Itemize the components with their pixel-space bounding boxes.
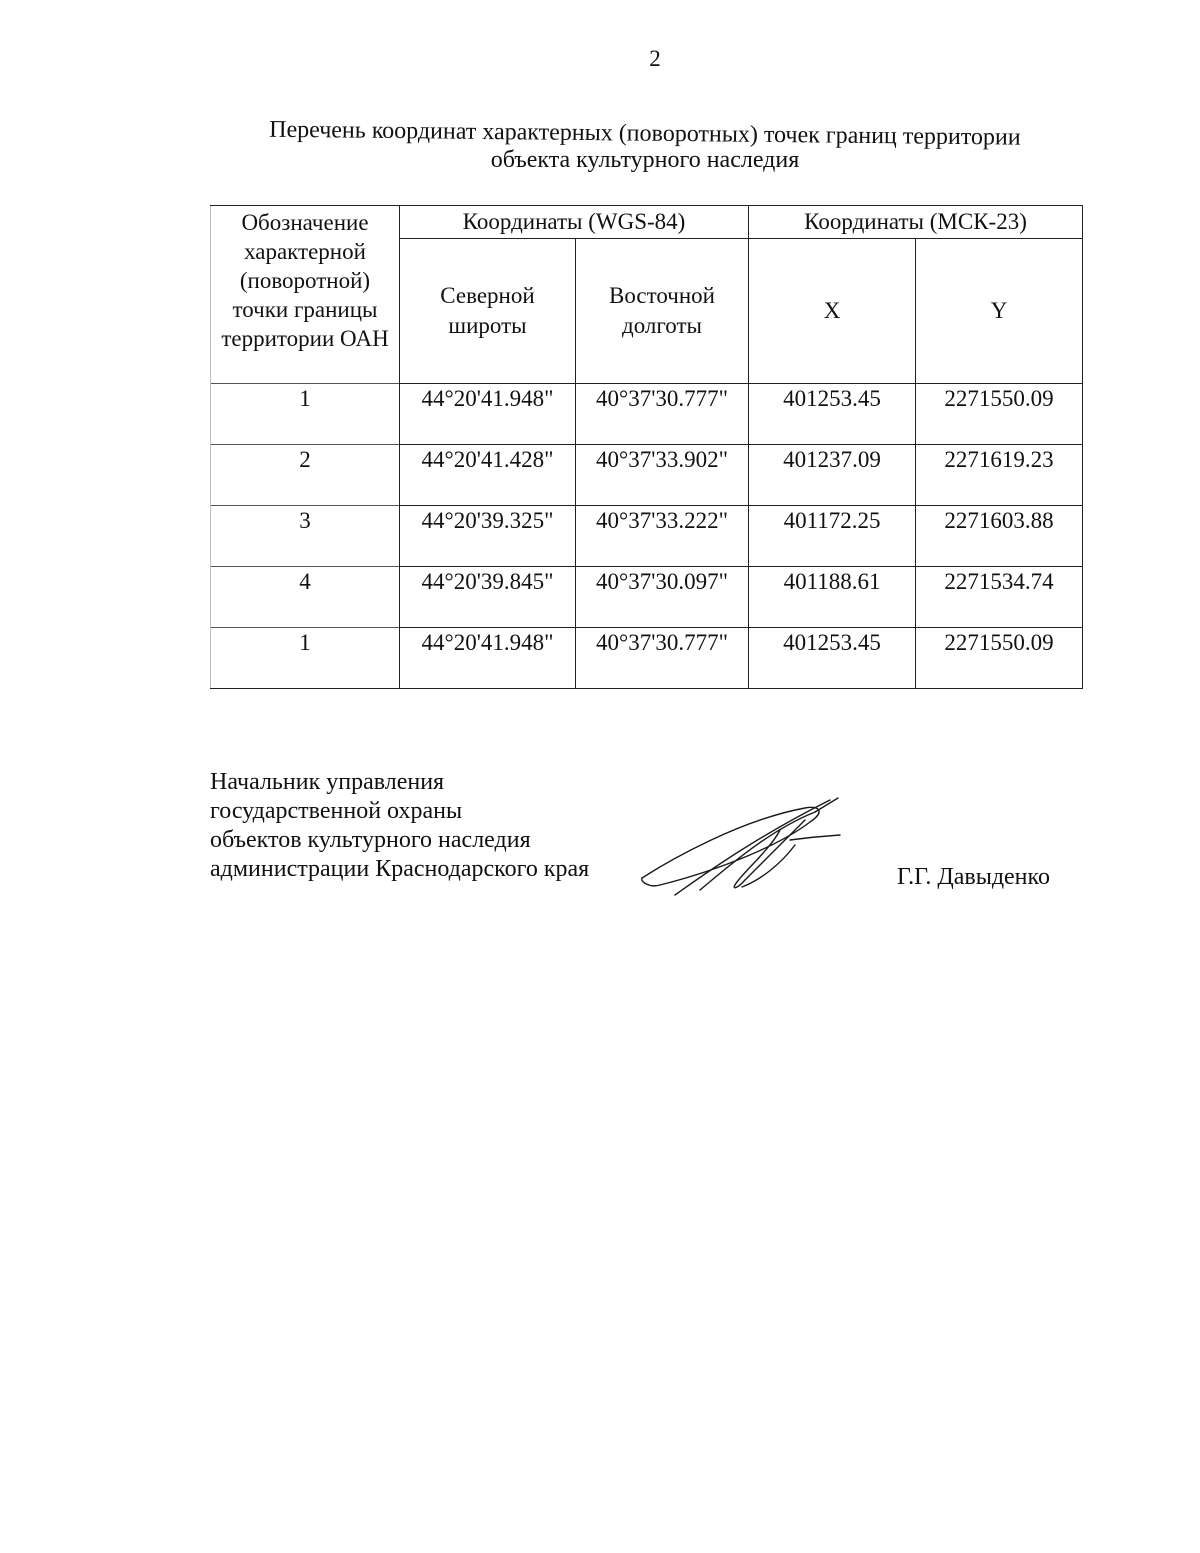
point-label-header: Обозначение характерной (поворотной) точки границы территории ОАН xyxy=(211,206,400,384)
longitude-cell: 40°37'30.777" xyxy=(576,384,749,445)
point-number: 2 xyxy=(211,445,400,506)
handwritten-signature xyxy=(630,790,850,905)
position-line-2: государственной охраны xyxy=(210,798,463,824)
table-header-row xyxy=(211,206,1083,239)
position-line-3: объектов культурного наследия xyxy=(210,827,531,853)
latitude-cell: 44°20'39.325" xyxy=(400,506,576,567)
y-cell: 2271534.74 xyxy=(916,567,1083,628)
north-lat-header: Северной широты xyxy=(400,239,576,384)
signer-position xyxy=(210,768,589,884)
longitude-cell: 40°37'30.097" xyxy=(576,567,749,628)
x-cell: 401172.25 xyxy=(749,506,916,567)
table-row xyxy=(211,567,1083,628)
msk-group-header: Координаты (МСК-23) xyxy=(749,206,1083,239)
x-cell: 401237.09 xyxy=(749,445,916,506)
title-line-2: объекта культурного наследия xyxy=(490,147,800,173)
latitude-cell: 44°20'39.845" xyxy=(400,567,576,628)
table-row xyxy=(211,445,1083,506)
latitude-cell: 44°20'41.428" xyxy=(400,445,576,506)
table-row xyxy=(211,506,1083,567)
point-number: 1 xyxy=(211,384,400,445)
position-line-1: Начальник управления xyxy=(210,769,445,795)
point-number: 4 xyxy=(211,567,400,628)
position-line-4: администрации Краснодарского края xyxy=(210,856,590,882)
latitude-cell: 44°20'41.948" xyxy=(400,628,576,689)
point-number: 3 xyxy=(211,506,400,567)
title-line-1: Перечень координат характерных (поворотных) точек границ территории xyxy=(269,116,1021,151)
table-row xyxy=(211,628,1083,689)
y-cell: 2271550.09 xyxy=(916,384,1083,445)
longitude-cell: 40°37'30.777" xyxy=(576,628,749,689)
y-cell: 2271550.09 xyxy=(916,628,1083,689)
coordinates-table xyxy=(210,205,1083,689)
east-lon-header: Восточной долготы xyxy=(576,239,749,384)
longitude-cell: 40°37'33.902" xyxy=(576,445,749,506)
document-title xyxy=(200,114,1090,176)
x-header: X xyxy=(749,239,916,384)
x-cell: 401253.45 xyxy=(749,384,916,445)
table-row xyxy=(211,384,1083,445)
signer-name: Г.Г. Давыденко xyxy=(897,864,1050,890)
y-header: Y xyxy=(916,239,1083,384)
longitude-cell: 40°37'33.222" xyxy=(576,506,749,567)
y-cell: 2271619.23 xyxy=(916,445,1083,506)
x-cell: 401188.61 xyxy=(749,567,916,628)
x-cell: 401253.45 xyxy=(749,628,916,689)
page-number: 2 xyxy=(649,46,661,71)
y-cell: 2271603.88 xyxy=(916,506,1083,567)
point-number: 1 xyxy=(211,628,400,689)
wgs-group-header: Координаты (WGS-84) xyxy=(400,206,749,239)
latitude-cell: 44°20'41.948" xyxy=(400,384,576,445)
